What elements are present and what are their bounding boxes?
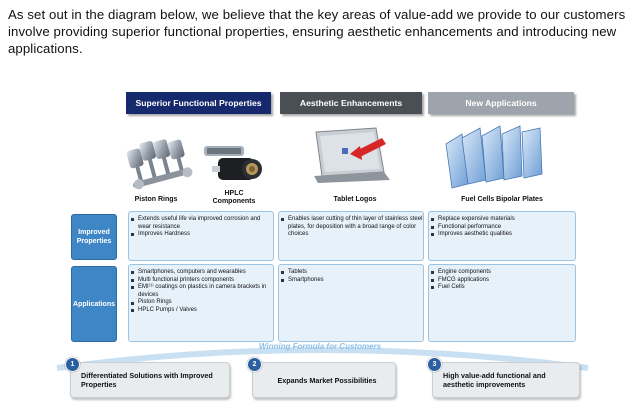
list-item: Smartphones, computers and wearables	[129, 269, 273, 277]
outcome-number: 2	[247, 357, 262, 372]
list-item: Engine components	[429, 269, 575, 277]
list-item: Replace expensive materials	[429, 216, 575, 224]
tablet-logos-image	[312, 126, 394, 184]
outcome-number: 3	[427, 357, 442, 372]
hplc-components-label: HPLC Components	[212, 190, 256, 205]
cell-improved-col3	[428, 211, 576, 261]
list-item: HPLC Pumps / Valves	[129, 307, 273, 315]
fuel-cells-image	[442, 124, 550, 190]
header-new-applications: New Applications	[428, 92, 574, 114]
cell-applications-col2	[278, 264, 424, 342]
hplc-components-image	[204, 140, 262, 186]
list-item: Enables laser cutting of thin layer of stainless steel plates, for deposition with a broad range of color choices	[279, 216, 423, 239]
row-label-improved-properties: Improved Properties	[71, 214, 117, 260]
list-item: Improves aesthetic qualities	[429, 231, 575, 239]
list-item: Smartphones	[279, 277, 423, 285]
list-item: Functional performance	[429, 224, 575, 232]
tablet-logos-label: Tablet Logos	[333, 196, 377, 203]
list-item: FMCG applications	[429, 277, 575, 285]
cell-applications-col1	[128, 264, 274, 342]
outcome-text: High value-add functional and aesthetic improvements	[443, 371, 546, 389]
list-item: Tablets	[279, 269, 423, 277]
list-item: EMI⁽¹⁾ coatings on plastics in camera brackets in devices	[129, 284, 273, 299]
outcome-number: 1	[65, 357, 80, 372]
list-item: Extends useful life via improved corrosion and wear resistance	[129, 216, 273, 231]
winning-formula-title: Winning Formula for Customers	[258, 342, 382, 351]
list-item: Multi functional printers components	[129, 277, 273, 285]
list-item: Fuel Cells	[429, 284, 575, 292]
cell-improved-col1	[128, 211, 274, 261]
cell-improved-col2	[278, 211, 424, 261]
outcome-text: Expands Market Possibilities	[277, 375, 377, 385]
outcome-3	[432, 362, 580, 398]
outcome-2	[252, 362, 396, 398]
header-superior-functional: Superior Functional Properties	[126, 92, 271, 114]
header-aesthetic: Aesthetic Enhancements	[280, 92, 422, 114]
piston-rings-label: Piston Rings	[134, 196, 178, 203]
cell-applications-col3	[428, 264, 576, 342]
list-item: Improves Hardness	[129, 231, 273, 239]
outcome-text: Differentiated Solutions with Improved Properties	[81, 371, 213, 389]
row-label-applications: Applications	[71, 266, 117, 342]
list-item: Piston Rings	[129, 299, 273, 307]
outcome-1	[70, 362, 230, 398]
piston-rings-image	[124, 132, 204, 192]
intro-paragraph: As set out in the diagram below, we believe that the key areas of value-add we provide to our customers involve providing superior functional properties, ensuring aesthetic enhancements and introducing new applications.	[8, 7, 626, 56]
fuel-cells-label: Fuel Cells Bipolar Plates	[461, 196, 543, 203]
